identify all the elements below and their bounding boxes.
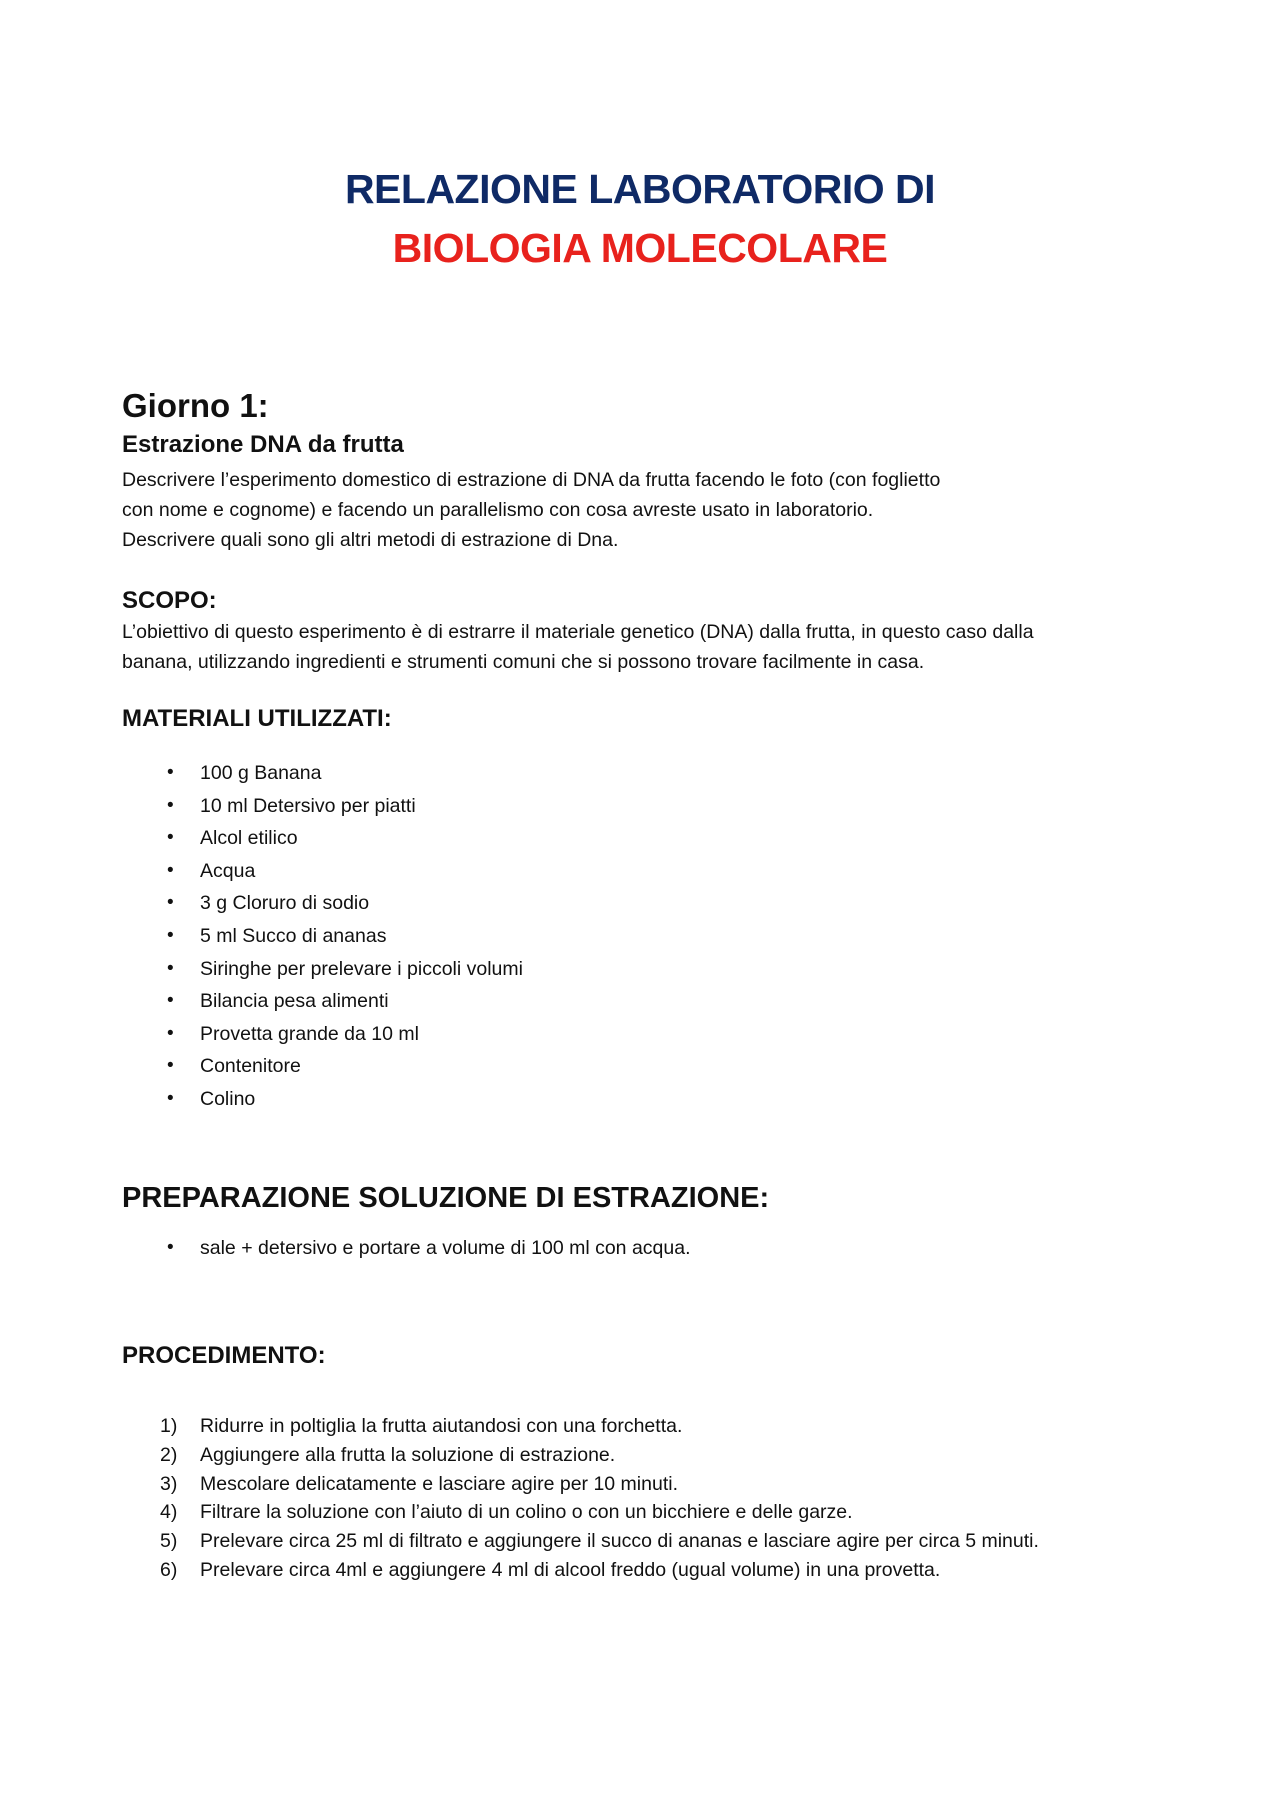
bullet-icon: • <box>167 762 174 783</box>
title-line-2: BIOLOGIA MOLECOLARE <box>392 225 888 271</box>
list-item <box>167 757 1162 790</box>
instructions-line: Descrivere l’esperimento domestico di estrazione di DNA da frutta facendo le foto (con foglietto <box>122 469 941 491</box>
bullet-icon: • <box>167 957 174 979</box>
bullet-icon: • <box>167 1055 174 1077</box>
list-item-text: Contenitore <box>200 1055 301 1078</box>
document-body <box>122 385 1162 1584</box>
list-item-text: 100 g Banana <box>200 762 322 784</box>
list-item <box>167 855 1162 888</box>
list-item-text: sale + detersivo e portare a volume di 100 ml con acqua. <box>200 1236 691 1259</box>
procedure-step <box>160 1470 1162 1499</box>
list-item-text: 5 ml Succo di ananas <box>200 924 387 947</box>
bullet-icon: • <box>167 1087 174 1109</box>
procedimento-heading: PROCEDIMENTO: <box>122 1342 326 1370</box>
materiali-list <box>122 757 1162 1116</box>
procedure-step <box>160 1412 1162 1441</box>
procedure-step <box>160 1556 1162 1585</box>
list-item-text: 3 g Cloruro di sodio <box>200 892 370 915</box>
instructions-line: Descrivere quali sono gli altri metodi di estrazione di Dna. <box>122 529 619 551</box>
list-item <box>167 790 1162 823</box>
bullet-icon: • <box>167 827 174 849</box>
list-item <box>167 920 1162 953</box>
step-text: Filtrare la soluzione con l’aiuto di un colino o con un bicchiere e delle garze. <box>200 1501 853 1524</box>
step-number: 3) <box>160 1472 178 1495</box>
procedure-step <box>160 1527 1162 1556</box>
title-line-1: RELAZIONE LABORATORIO DI <box>344 166 936 212</box>
list-item-text: Acqua <box>200 859 256 882</box>
step-number: 5) <box>160 1529 178 1552</box>
step-text: Mescolare delicatamente e lasciare agire per 10 minuti. <box>200 1472 678 1495</box>
list-item <box>167 822 1162 855</box>
bullet-icon: • <box>167 859 174 881</box>
list-item <box>167 1050 1162 1083</box>
preparazione-heading: PREPARAZIONE SOLUZIONE DI ESTRAZIONE: <box>122 1181 770 1214</box>
procedure-step <box>160 1498 1162 1527</box>
list-item-text: Bilancia pesa alimenti <box>200 990 389 1013</box>
bullet-icon: • <box>167 794 174 816</box>
step-text: Prelevare circa 25 ml di filtrato e aggiungere il succo di ananas e lasciare agire per circa 5 minuti. <box>200 1529 1039 1552</box>
procedure-step <box>160 1441 1162 1470</box>
list-item <box>167 985 1162 1018</box>
bullet-icon: • <box>167 990 174 1012</box>
list-item <box>167 953 1162 986</box>
procedimento-list <box>122 1412 1162 1584</box>
list-item <box>167 1018 1162 1051</box>
step-number: 4) <box>160 1501 178 1524</box>
list-item-text: Alcol etilico <box>200 827 298 850</box>
bullet-icon: • <box>167 1022 174 1044</box>
scopo-line: banana, utilizzando ingredienti e strumenti comuni che si possono trovare facilmente in casa. <box>122 651 925 673</box>
step-number: 2) <box>160 1443 178 1466</box>
step-text: Ridurre in poltiglia la frutta aiutandosi con una forchetta. <box>200 1415 683 1438</box>
day-heading: Giorno 1: <box>122 387 269 424</box>
instructions-line: con nome e cognome) e facendo un parallelismo con cosa avreste usato in laboratorio. <box>122 499 874 521</box>
scopo-heading: SCOPO: <box>122 587 217 614</box>
preparazione-list <box>122 1232 1162 1265</box>
materiali-heading: MATERIALI UTILIZZATI: <box>122 705 392 732</box>
step-text: Aggiungere alla frutta la soluzione di estrazione. <box>200 1443 616 1466</box>
list-item <box>167 1083 1162 1116</box>
list-item <box>167 887 1162 920</box>
document-title <box>0 160 1280 278</box>
list-item-text: Provetta grande da 10 ml <box>200 1022 419 1045</box>
bullet-icon: • <box>167 924 174 946</box>
step-number: 6) <box>160 1558 178 1581</box>
experiment-subheading: Estrazione DNA da frutta <box>122 431 404 458</box>
step-text: Prelevare circa 4ml e aggiungere 4 ml di alcool freddo (ugual volume) in una provetta. <box>200 1558 941 1581</box>
bullet-icon: • <box>167 892 174 914</box>
list-item <box>167 1232 1162 1265</box>
step-number: 1) <box>160 1415 178 1438</box>
scopo-line: L’obiettivo di questo esperimento è di estrarre il materiale genetico (DNA) dalla frutta, in questo caso dalla <box>122 621 1034 643</box>
list-item-text: Colino <box>200 1087 256 1110</box>
list-item-text: 10 ml Detersivo per piatti <box>200 794 416 817</box>
list-item-text: Siringhe per prelevare i piccoli volumi <box>200 957 523 980</box>
bullet-icon: • <box>167 1236 174 1258</box>
